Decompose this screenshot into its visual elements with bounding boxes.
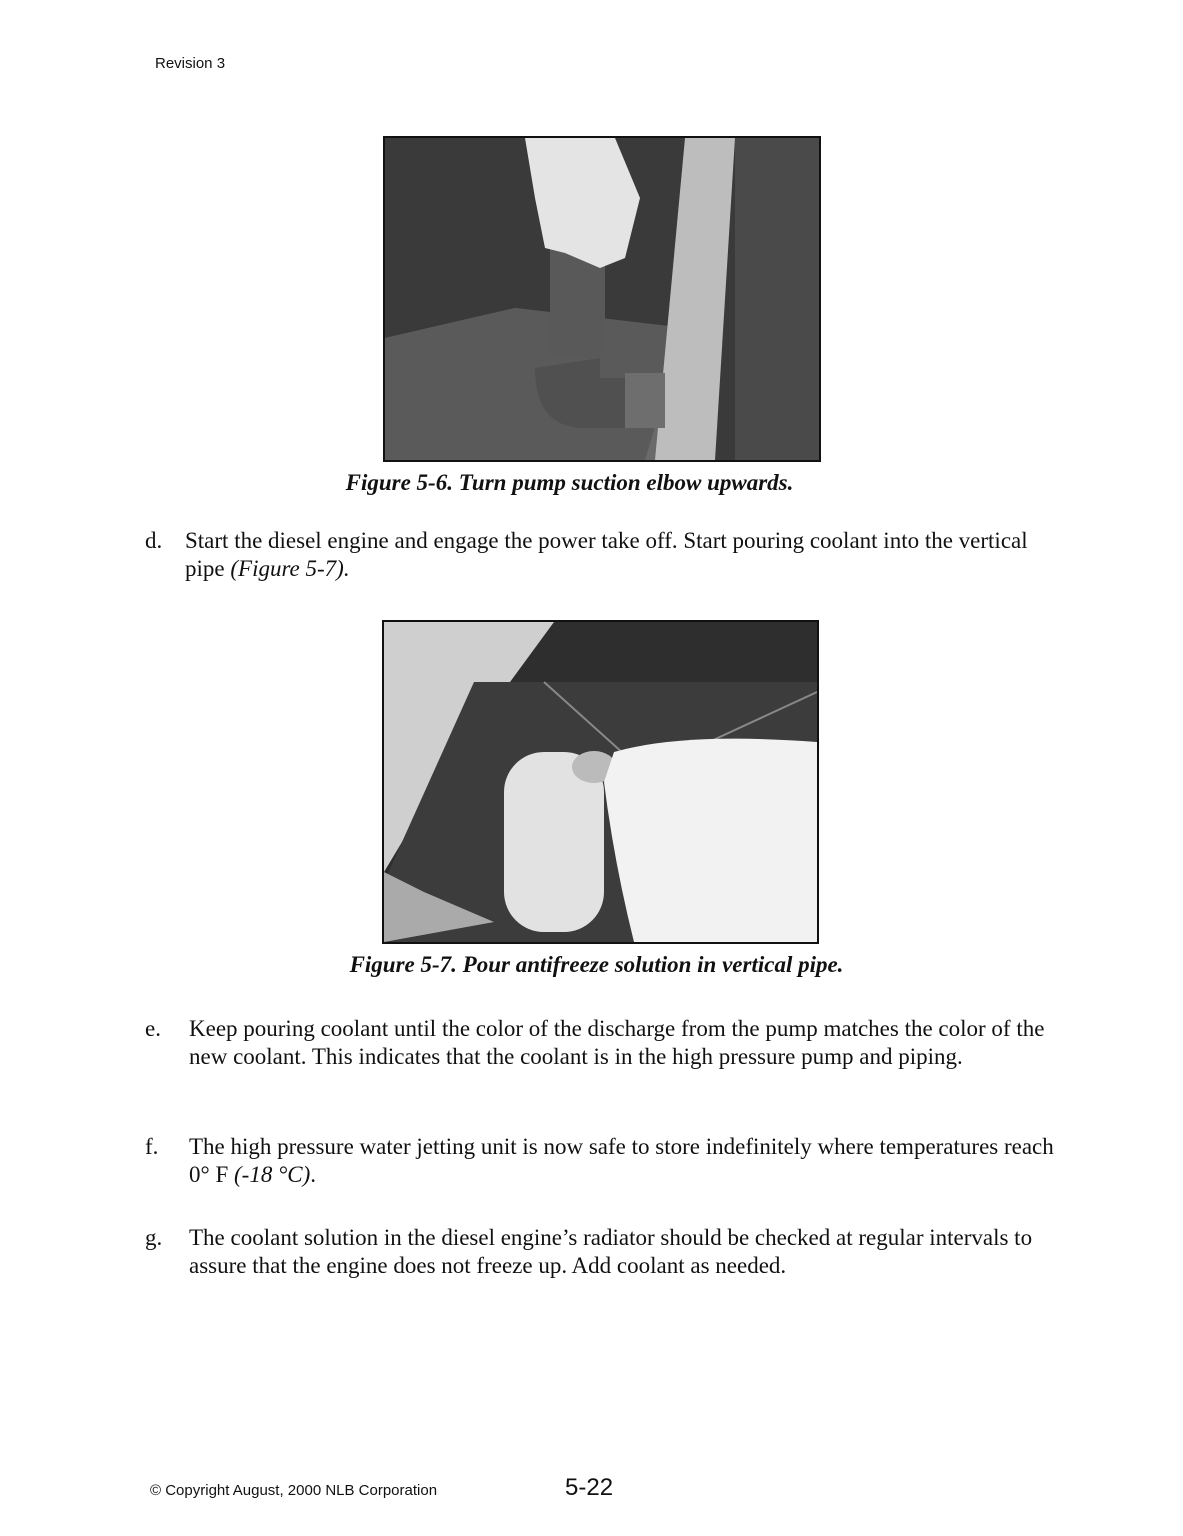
step-d-reference: (Figure 5-7) xyxy=(230,556,344,581)
figure-5-6-photo xyxy=(383,136,821,462)
figure-5-7-caption: Figure 5-7. Pour antifreeze solution in vertical pipe. xyxy=(349,952,844,977)
figure-5-6-caption: Figure 5-6. Turn pump suction elbow upwards. xyxy=(345,470,794,495)
page-number: 5-22 xyxy=(565,1474,614,1501)
step-e-letter: e. xyxy=(145,1016,161,1041)
step-f-reference: (-18 °C) xyxy=(234,1162,311,1187)
copyright-notice: © Copyright August, 2000 NLB Corporation xyxy=(150,1482,438,1499)
step-f-main: The high pressure water jetting unit is now safe to store indefinitely where temperatures reach 0° F xyxy=(189,1134,1054,1187)
step-d-letter: d. xyxy=(145,528,163,553)
step-d-text xyxy=(185,527,1045,583)
step-d-main: Start the diesel engine and engage the power take off. Start pouring coolant into the vertical pipe xyxy=(185,528,1028,581)
step-f-end: . xyxy=(310,1162,317,1187)
step-f-letter: f. xyxy=(145,1134,159,1159)
step-e-text: Keep pouring coolant until the color of the discharge from the pump matches the color of the new coolant. This indicates that the coolant is in the high pressure pump and piping. xyxy=(189,1016,1045,1069)
step-d-end: . xyxy=(343,556,350,581)
step-g-letter: g. xyxy=(145,1225,163,1250)
step-g-text: The coolant solution in the diesel engine’s radiator should be checked at regular intervals to assure that the engine does not freeze up. Add coolant as needed. xyxy=(189,1225,1033,1278)
figure-5-7-photo xyxy=(382,620,819,944)
revision-label: Revision 3 xyxy=(155,55,226,72)
step-f-text xyxy=(189,1133,1055,1189)
